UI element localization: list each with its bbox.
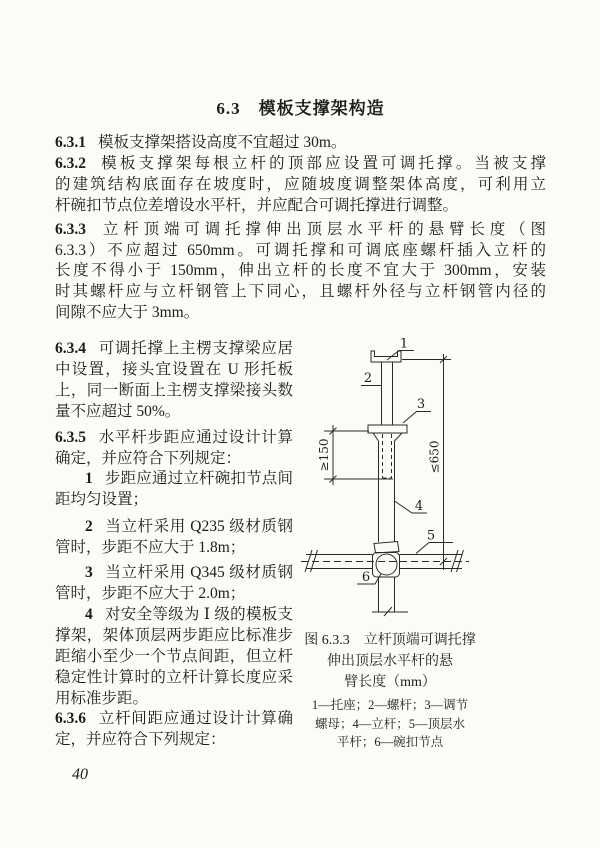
figure-legend-line: 螺母；4—立杆；5—顶层水 (314, 716, 465, 731)
leader-3 (403, 412, 431, 424)
part-label-5: 5 (426, 528, 436, 544)
part-label-3: 3 (416, 397, 426, 412)
part-label-1: 1 (399, 338, 409, 352)
text-line: 6.3.5 水平杆步距应通过设计计算 (55, 428, 293, 446)
clause-number: 6.3.6 (55, 710, 86, 728)
text-line: 上，同一断面上主楞支撑梁接头数 (55, 381, 293, 399)
text-line: 稳定性计算时的立杆计算长度应采 (55, 668, 293, 686)
text-line: 3 当立杆采用 Q345 级材质钢 (85, 564, 293, 582)
text-line: 4 对安全等级为 Ⅰ 级的模板支 (85, 605, 293, 623)
text-line: 6.3.2 模板支撑架每根立杆的顶部应设置可调托撑。当被支撑 (55, 154, 546, 172)
figure-caption (293, 630, 487, 752)
text-line: 管时，步距不应大于 2.0m； (55, 584, 246, 602)
text-line: 用标准步距。 (55, 689, 149, 707)
section-title: 6.3 模板支撑架构造 (216, 99, 385, 118)
page-number: 40 (72, 766, 88, 783)
text-line: 时其螺杆应与立杆钢管上下同心，且螺杆外径与立杆钢管内径的 (55, 283, 546, 301)
text-line: 距缩小至少一个节点间距，但立杆 (55, 647, 293, 665)
clause-number: 6.3.5 (55, 428, 86, 446)
clause-number: 6.3.4 (55, 340, 86, 357)
item-number: 1 (85, 470, 93, 488)
text-line: 6.3.1 模板支撑架搭设高度不宜超过 30m。 (55, 134, 347, 151)
text-line: 定，并应符合下列规定： (55, 731, 226, 749)
figure-caption-line: 臂长度（mm） (344, 675, 436, 690)
part-label-6: 6 (361, 570, 371, 585)
figure-legend-line: 1—托座；2—螺杆；3—调节 (311, 698, 469, 712)
text-line: 6.3.3 立杆顶端可调托撑伸出顶层水平杆的悬臂长度（图 (55, 220, 546, 238)
text-line: 的建筑结构底面存在坡度时，应随坡度调整架体高度，可利用立 (55, 175, 546, 193)
text-line: 长度不得小于 150mm，伸出立杆的长度不宜大于 300mm，安装 (55, 262, 546, 280)
text-line: 间隙不应大于 3mm。 (55, 304, 200, 322)
nut-skirt-right (395, 433, 403, 441)
item-number: 3 (85, 564, 93, 582)
text-line: 6.3.6 立杆间距应通过设计计算确 (55, 710, 293, 728)
screw-rod (382, 362, 393, 425)
part-label-4: 4 (414, 499, 424, 514)
upper-bowl-collar (374, 542, 399, 554)
nut-skirt-left (373, 433, 379, 441)
bowl-joint-body (373, 553, 400, 578)
text-line: 6.3.3）不应超过 650mm。可调托撑和可调底座螺杆插入立杆的 (55, 241, 546, 259)
bowl-joint-circle (376, 554, 397, 575)
text-line: 撑架，架体顶层两步距应比标准步 (55, 626, 293, 644)
clause-number: 6.3.2 (55, 154, 86, 172)
figure-caption-line: 图 6.3.3 立杆顶端可调托撑 (304, 633, 476, 648)
figure-legend-line: 平杆；6—碗扣节点 (336, 735, 444, 749)
dim-left-text: ≥150 (317, 438, 331, 472)
text-line: 中设置，接头宜设置在 U 形托板 (55, 360, 293, 378)
text-line: 确定，并应符合下列规定： (55, 449, 242, 467)
leader-5 (416, 543, 453, 554)
figure-caption-line: 伸出顶层水平杆的悬 (327, 654, 453, 669)
item-number: 4 (85, 605, 93, 623)
dim-right-text: ≤650 (427, 440, 442, 474)
text-line: 管时，步距不应大于 1.8m； (55, 539, 246, 557)
clauses-left-column (55, 339, 293, 751)
text-line: 距均匀设置； (55, 491, 149, 509)
text-line: 杆碗扣节点位差增设水平杆，并应配合可调托撑进行调整。 (55, 196, 459, 214)
adjusting-nut (368, 425, 407, 433)
text-line: 6.3.4 可调托撑上主楞支撑梁应居 (55, 340, 293, 357)
item-number: 2 (85, 518, 93, 536)
text-line: 量不应超过 50%。 (55, 402, 181, 420)
clause-number: 6.3.1 (55, 134, 86, 151)
clause-number: 6.3.3 (55, 220, 86, 238)
part-label-2: 2 (363, 371, 373, 386)
clauses-full-width (55, 133, 546, 324)
text-line: 1 步距应通过立杆碗扣节点间 (85, 470, 293, 488)
text-line: 2 当立杆采用 Q235 级材质钢 (85, 518, 293, 536)
figure-6-3-3-drawing (300, 338, 478, 624)
